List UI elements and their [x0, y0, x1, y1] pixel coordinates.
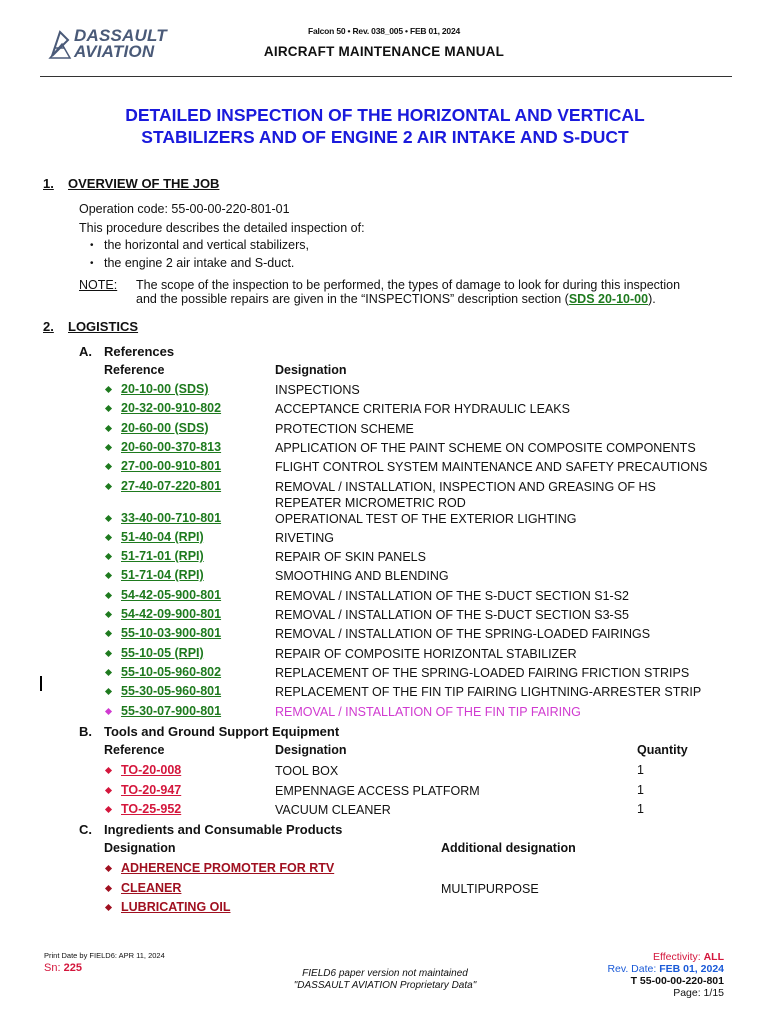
reference-designation: FLIGHT CONTROL SYSTEM MAINTENANCE AND SAFETY PRECAUTIONS	[275, 460, 708, 475]
note-label: NOTE:	[79, 278, 118, 292]
tool-row	[104, 802, 744, 820]
reference-designation: INSPECTIONS	[275, 383, 360, 397]
ingredient-link[interactable]: CLEANER	[121, 880, 182, 895]
bullet-diamond-icon	[105, 611, 112, 618]
bullet-diamond-icon	[105, 534, 112, 541]
tool-row	[104, 763, 744, 781]
reference-row	[104, 646, 744, 664]
reference-link[interactable]: 55-10-03-900-801	[121, 626, 222, 641]
reference-link[interactable]: 55-30-05-960-801	[121, 684, 222, 699]
proprietary-notice: FIELD6 paper version not maintained "DASSAULT AVIATION Proprietary Data"	[293, 968, 477, 991]
reference-designation: REPLACEMENT OF THE SPRING-LOADED FAIRING FRICTION STRIPS	[275, 665, 690, 680]
reference-designation: APPLICATION OF THE PAINT SCHEME ON COMPOSITE COMPONENTS	[275, 440, 696, 455]
bullet-diamond-icon	[105, 865, 112, 872]
reference-designation: REPAIR OF SKIN PANELS	[275, 550, 426, 565]
reference-designation: REMOVAL / INSTALLATION OF THE S-DUCT SECTION S3-S5	[275, 608, 629, 622]
bullet-diamond-icon	[105, 630, 112, 637]
section-1-heading: OVERVIEW OF THE JOB	[68, 176, 220, 191]
reference-link[interactable]: 27-00-00-910-801	[121, 459, 222, 474]
ingredient-row	[104, 881, 744, 899]
reference-designation: REPAIR OF COMPOSITE HORIZONTAL STABILIZER	[275, 646, 577, 661]
revision-line: Falcon 50 • Rev. 038_005 • FEB 01, 2024	[307, 26, 461, 36]
tool-quantity: 1	[637, 763, 644, 777]
tool-designation: VACUUM CLEANER	[275, 803, 391, 817]
reference-row	[104, 665, 744, 683]
note-line-1: The scope of the inspection to be performed, the types of damage to look for during this inspection	[136, 278, 681, 292]
reference-link[interactable]: 20-10-00 (SDS)	[121, 382, 209, 396]
section-1-number: 1.	[43, 176, 54, 191]
page-header	[0, 0, 768, 78]
bullet-diamond-icon	[105, 904, 112, 911]
reference-row	[104, 478, 744, 510]
reference-link[interactable]: 51-40-04 (RPI)	[121, 529, 204, 544]
reference-link[interactable]: 20-60-00 (SDS)	[121, 420, 209, 435]
section-1-intro: This procedure describes the detailed inspection of:	[79, 221, 365, 235]
bullet-diamond-icon	[105, 425, 112, 432]
tool-designation: TOOL BOX	[275, 764, 339, 778]
subsection-a-heading: References	[104, 344, 175, 359]
reference-designation: ACCEPTANCE CRITERIA FOR HYDRAULIC LEAKS	[275, 402, 570, 417]
tool-link[interactable]: TO-25-952	[121, 802, 182, 816]
reference-link[interactable]: 20-60-00-370-813	[121, 439, 222, 454]
bullet-diamond-icon	[105, 405, 112, 412]
effectivity: Effectivity: ALL	[653, 951, 724, 963]
reference-designation: REMOVAL / INSTALLATION OF THE S-DUCT SECTION S1-S2	[275, 588, 629, 603]
tool-row	[104, 783, 744, 801]
reference-row	[104, 626, 744, 644]
reference-designation: REMOVAL / INSTALLATION, INSPECTION AND GREASING OF HS REPEATER MICROMETRIC ROD	[275, 479, 656, 510]
tool-designation: EMPENNAGE ACCESS PLATFORM	[275, 783, 480, 798]
reference-link[interactable]: 27-40-07-220-801	[121, 478, 222, 493]
bullet-diamond-icon	[105, 767, 112, 774]
footer-meta	[607, 951, 724, 999]
reference-row	[104, 530, 744, 548]
operation-code: Operation code: 55-00-00-220-801-01	[79, 202, 290, 216]
bullet-diamond-icon	[105, 884, 112, 891]
bullet-diamond-icon	[105, 786, 112, 793]
col-designation: Designation	[275, 743, 347, 757]
reference-link[interactable]: 54-42-09-900-801	[121, 607, 222, 621]
subsection-c-heading: Ingredients and Consumable Products	[104, 822, 343, 837]
bullet-diamond-icon	[105, 707, 112, 714]
bullet-diamond-icon	[105, 463, 112, 470]
bullet-diamond-icon	[105, 514, 112, 521]
manual-title: AIRCRAFT MAINTENANCE MANUAL	[263, 44, 505, 59]
header-divider	[40, 76, 732, 77]
reference-row	[104, 607, 744, 625]
bullet-icon: •	[90, 258, 94, 269]
reference-link[interactable]: 55-10-05-960-802	[121, 664, 222, 679]
bullet-diamond-icon	[105, 482, 112, 489]
col-quantity: Quantity	[637, 743, 688, 757]
document-title: DETAILED INSPECTION OF THE HORIZONTAL AND VERTICAL STABILIZERS AND OF ENGINE 2 AIR INTAKE AND S-DUCT	[125, 105, 645, 147]
bullet-diamond-icon	[105, 553, 112, 560]
reference-row	[104, 440, 744, 458]
ingredient-link[interactable]: LUBRICATING OIL	[121, 900, 231, 914]
revision-change-bar	[40, 676, 42, 691]
reference-link[interactable]: 20-32-00-910-802	[121, 401, 222, 416]
reference-designation: RIVETING	[275, 530, 335, 545]
bullet-diamond-icon	[105, 669, 112, 676]
tool-link[interactable]: TO-20-947	[121, 782, 182, 797]
reference-designation: REMOVAL / INSTALLATION OF THE SPRING-LOADED FAIRINGS	[275, 627, 651, 642]
reference-row	[104, 401, 744, 419]
reference-link[interactable]: 51-71-01 (RPI)	[121, 549, 204, 564]
subsection-c-letter: C.	[79, 822, 92, 837]
reference-link[interactable]: 55-10-05 (RPI)	[121, 645, 204, 660]
subsection-b-letter: B.	[79, 724, 92, 739]
reference-designation: REMOVAL / INSTALLATION OF THE FIN TIP FAIRING	[275, 704, 581, 719]
reference-row	[104, 684, 744, 702]
bullet-diamond-icon	[105, 386, 112, 393]
bullet-diamond-icon	[105, 444, 112, 451]
ingredient-row	[104, 861, 744, 879]
reference-row	[104, 511, 744, 529]
list-item: the engine 2 air intake and S-duct.	[104, 256, 295, 270]
reference-row	[104, 459, 744, 477]
section-2-number: 2.	[43, 319, 54, 334]
reference-link[interactable]: 51-71-04 (RPI)	[121, 568, 204, 583]
reference-row	[104, 382, 744, 400]
bullet-diamond-icon	[105, 572, 112, 579]
reference-designation: OPERATIONAL TEST OF THE EXTERIOR LIGHTING	[275, 511, 577, 526]
subsection-b-heading: Tools and Ground Support Equipment	[104, 724, 340, 739]
print-date: Print Date by FIELD6: APR 11, 2024	[44, 951, 165, 960]
ingredient-row	[104, 900, 744, 918]
bullet-diamond-icon	[105, 688, 112, 695]
bullet-diamond-icon	[105, 592, 112, 599]
subsection-a-letter: A.	[79, 344, 92, 359]
bullet-diamond-icon	[105, 650, 112, 657]
reference-row	[104, 588, 744, 606]
ingredient-link[interactable]: ADHERENCE PROMOTER FOR RTV	[121, 861, 335, 875]
logo-wordmark: DASSAULT AVIATION	[74, 26, 167, 61]
reference-link[interactable]: 33-40-00-710-801	[121, 510, 222, 525]
reference-row	[104, 704, 744, 722]
rev-date: Rev. Date: FEB 01, 2024	[607, 963, 724, 975]
section-2-heading: LOGISTICS	[68, 319, 139, 334]
list-item: the horizontal and vertical stabilizers,	[104, 238, 309, 252]
reference-row	[104, 568, 744, 586]
tool-quantity: 1	[637, 802, 644, 816]
reference-link[interactable]: 55-30-07-900-801	[121, 703, 222, 718]
reference-link[interactable]: 54-42-05-900-801	[121, 587, 222, 602]
note-line-2: and the possible repairs are given in the “INSPECTIONS” description section (SDS 20-10-00).	[136, 292, 656, 306]
tool-quantity: 1	[637, 782, 644, 797]
task-code: T 55-00-00-220-801	[630, 975, 724, 987]
tool-link[interactable]: TO-20-008	[121, 763, 182, 777]
col-reference: Reference	[104, 743, 165, 757]
reference-designation: SMOOTHING AND BLENDING	[275, 569, 449, 584]
reference-row	[104, 549, 744, 567]
col-designation: Designation	[104, 841, 176, 855]
page-number: Page: 1/15	[673, 987, 724, 999]
sds-link[interactable]: SDS 20-10-00	[568, 292, 649, 306]
col-designation: Designation	[275, 363, 347, 377]
reference-designation: REPLACEMENT OF THE FIN TIP FAIRING LIGHTNING-ARRESTER STRIP	[275, 685, 702, 700]
bullet-icon: •	[90, 240, 94, 251]
col-additional-designation: Additional designation	[441, 841, 576, 855]
col-reference: Reference	[104, 363, 165, 377]
reference-designation: PROTECTION SCHEME	[275, 421, 414, 436]
ingredient-additional-designation: MULTIPURPOSE	[441, 881, 539, 896]
serial-number: Sn: 225	[44, 962, 82, 974]
bullet-diamond-icon	[105, 806, 112, 813]
reference-row	[104, 421, 744, 439]
